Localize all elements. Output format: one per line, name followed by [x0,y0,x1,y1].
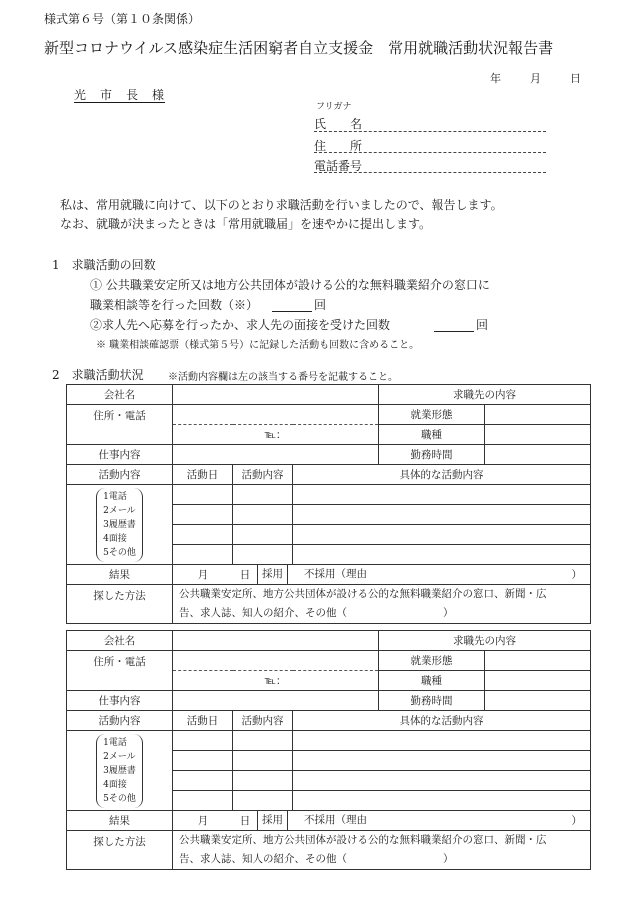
method-text-line-1: 公共職業安定所、地方公共団体が設ける公的な無料職業紹介の窓口、新聞・広 [179,834,547,846]
method-text[interactable] [173,585,591,624]
job-content-label: 仕事内容 [67,691,173,711]
activity-date-header: 活動日 [173,711,233,731]
option-other: 5その他 [103,547,136,558]
address-field[interactable] [314,152,546,153]
result-rejected[interactable]: 不採用（理由 [287,565,371,584]
activity-date-header: 活動日 [173,465,233,485]
work-hours-label: 勤務時間 [379,445,485,465]
activity-detail-cell[interactable] [293,731,591,751]
furigana-label: フリガナ [316,102,352,112]
activity-content-cell[interactable] [233,771,293,791]
result-hired[interactable]: 採用 [257,565,287,584]
apply-count-field[interactable] [434,331,474,332]
employment-type-field[interactable] [485,651,591,671]
option-email: 2メール [103,505,136,516]
employment-type-field[interactable] [485,405,591,425]
company-tel-label[interactable]: ℡： [173,671,379,691]
apply-count-unit: 回 [476,318,489,332]
activity-content-cell[interactable] [233,731,293,751]
activity-detail-cell[interactable] [293,505,591,525]
result-rejected[interactable]: 不採用（理由 [287,811,371,830]
result-close-paren: ） [571,569,582,581]
option-resume: 3履歴書 [103,519,136,530]
company-address-field[interactable] [173,651,379,671]
phone-label: 電話番号 [314,159,363,173]
address-phone-label: 住所・電話 [67,651,173,691]
activity-date-cell[interactable] [173,525,233,545]
address-label: 住 所 [314,139,363,153]
activity-content-cell[interactable] [233,525,293,545]
result-hired[interactable]: 採用 [257,811,287,830]
activity-detail-header: 具体的な活動内容 [293,711,591,731]
activity-detail-cell[interactable] [293,751,591,771]
activity-label: 活動内容 [67,711,173,731]
activity-date-cell[interactable] [173,771,233,791]
company-address-field[interactable] [173,405,379,425]
activity-content-cell[interactable] [233,485,293,505]
section1-item1-line2: 職業相談等を行った回数（※） [90,298,259,312]
section1-item1-line1: ① 公共職業安定所又は地方公共団体が設ける公的な無料職業紹介の窓口に [90,278,490,292]
work-hours-label: 勤務時間 [379,691,485,711]
job-content-label: 仕事内容 [67,445,173,465]
activity-content-header: 活動内容 [233,711,293,731]
recruit-header: 求職先の内容 [379,631,591,651]
result-row[interactable] [173,565,591,585]
intro-line-2: なお、就職が決まったときは「常用就職届」を速やかに提出します。 [60,217,432,231]
recruit-header: 求職先の内容 [379,385,591,405]
method-close-paren: ） [443,607,454,619]
activity-date-cell[interactable] [173,751,233,771]
page-title: 新型コロナウイルス感染症生活困窮者自立支援金 常用就職活動状況報告書 [44,39,554,57]
option-interview: 4面接 [103,533,127,544]
method-text-line-2: 告、求人誌、知人の紹介、その他（ [179,607,347,619]
job-content-field[interactable] [173,445,379,465]
date-day: 日 [570,72,581,85]
consult-count-unit: 回 [314,298,327,312]
option-phone: 1電話 [103,737,127,748]
company-label: 会社名 [67,385,173,405]
method-close-paren: ） [443,853,454,865]
occupation-label: 職種 [379,671,485,691]
activity-date-cell[interactable] [173,791,233,811]
occupation-field[interactable] [485,671,591,691]
company-label: 会社名 [67,631,173,651]
name-field[interactable] [314,131,546,132]
section1-item2: ②求人先へ応募を行ったか、求人先の面接を受けた回数 [90,318,391,332]
form-number: 様式第６号（第１０条関係） [44,12,201,26]
section1-heading: 1 求職活動の回数 [52,258,156,272]
result-close-paren: ） [571,815,582,827]
intro-line-1: 私は、常用就職に向けて、以下のとおり求職活動を行いましたので、報告します。 [60,198,503,212]
activity-table-2 [66,630,591,870]
occupation-label: 職種 [379,425,485,445]
activity-table-1 [66,384,591,624]
consult-count-field[interactable] [272,311,312,312]
addressee: 光 市 長 様 [74,88,166,102]
option-other: 5その他 [103,793,136,804]
section2-heading: 2 求職活動状況 [52,368,144,382]
activity-date-cell[interactable] [173,505,233,525]
job-content-field[interactable] [173,691,379,711]
activity-options-legend [67,731,173,811]
activity-detail-cell[interactable] [293,545,591,565]
activity-content-cell[interactable] [233,505,293,525]
activity-detail-cell[interactable] [293,791,591,811]
method-label: 探した方法 [67,585,173,624]
option-phone: 1電話 [103,491,127,502]
activity-content-cell[interactable] [233,791,293,811]
date-year: 年 [490,72,501,85]
activity-content-cell[interactable] [233,751,293,771]
option-resume: 3履歴書 [103,765,136,776]
option-interview: 4面接 [103,779,127,790]
company-tel-label[interactable]: ℡： [173,425,379,445]
result-day: 日 [239,569,251,581]
activity-options-legend [67,485,173,565]
company-field[interactable] [173,631,379,651]
activity-detail-cell[interactable] [293,525,591,545]
employment-type-label: 就業形態 [379,651,485,671]
company-field[interactable] [173,385,379,405]
method-text-line-1: 公共職業安定所、地方公共団体が設ける公的な無料職業紹介の窓口、新聞・広 [179,588,547,600]
work-hours-field[interactable] [485,445,591,465]
activity-content-header: 活動内容 [233,465,293,485]
activity-detail-header: 具体的な活動内容 [293,465,591,485]
result-row[interactable] [173,811,591,831]
activity-detail-cell[interactable] [293,771,591,791]
occupation-field[interactable] [485,425,591,445]
activity-content-cell[interactable] [233,545,293,565]
phone-field[interactable] [314,172,546,173]
option-email: 2メール [103,751,136,762]
result-month: 月 [197,815,209,827]
section2-note: ※活動内容欄は左の該当する番号を記載すること。 [168,372,398,383]
name-label: 氏 名 [314,117,363,131]
activity-label: 活動内容 [67,465,173,485]
section1-note: ※ 職業相談確認票（様式第５号）に記録した活動も回数に含めること。 [96,340,420,351]
method-text-line-2: 告、求人誌、知人の紹介、その他（ [179,853,347,865]
activity-date-cell[interactable] [173,485,233,505]
activity-date-cell[interactable] [173,731,233,751]
method-text[interactable] [173,831,591,870]
result-label: 結果 [67,811,173,831]
work-hours-field[interactable] [485,691,591,711]
address-phone-label: 住所・電話 [67,405,173,445]
method-label: 探した方法 [67,831,173,870]
result-label: 結果 [67,565,173,585]
activity-detail-cell[interactable] [293,485,591,505]
employment-type-label: 就業形態 [379,405,485,425]
result-month: 月 [197,569,209,581]
activity-date-cell[interactable] [173,545,233,565]
result-day: 日 [239,815,251,827]
date-month: 月 [530,72,541,85]
